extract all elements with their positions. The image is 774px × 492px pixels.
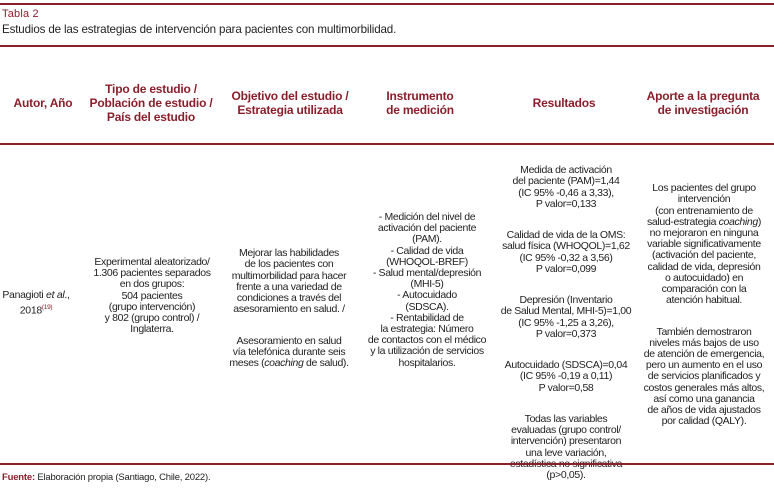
top-accent-rule [0, 3, 774, 5]
author-etal: et al [46, 289, 65, 301]
result-item: Autocuidado (SDSCA)=0,04 (IC 95% -0,19 a 0,11) P valor=0,58 [504, 359, 628, 394]
column-header-objective: Objetivo del estudio / Estrategia utilizada [231, 89, 349, 117]
author-year: ., 2018 [19, 289, 70, 316]
result-item: Depresión (Inventario de Salud Mental, MHI-5)=1,00 (IC 95% -1,25 a 3,26), P valor=0,373 [500, 294, 632, 340]
table-bottom-rule [0, 463, 774, 465]
table-footer [2, 472, 210, 483]
header-bottom-rule [0, 143, 774, 145]
author-cell [0, 290, 72, 317]
reference-number: (19) [41, 303, 53, 311]
study-type-cell: Experimental aleatorizado/ 1.306 pacientes separados en dos grupos: 504 pacientes (grupo intervención) y 802 (grupo control) / Inglaterra. [93, 256, 211, 336]
results-cell [498, 154, 634, 492]
contribution-secondary: También demostraron niveles más bajos de uso de atención de emergencia, pero un aumento en el uso de servicios planificados y costos generales más altos, así como una ganancia de años de vida ajustados por calidad (QALY). [643, 325, 765, 428]
column-header-instrument: Instrumento de medición [386, 89, 454, 117]
footer-label: Fuente: [2, 472, 35, 483]
objective-goal: Mejorar las habilidades de los pacientes con multimorbilidad para hacer frente a una variedad de condiciones a través del asesoramiento en salud. / [231, 247, 347, 316]
footer-source: Elaboración propia (Santiago, Chile, 2022). [34, 472, 211, 483]
contribution-main: Los pacientes del grupo intervención (con entrenamiento de salud-estrategia coaching) no mejoraron en ninguna variable significativamente (activación del paciente, calidad de vida, depresión o autocuidado) en comparación con la atención habitual. [646, 182, 762, 307]
column-header-results: Resultados [532, 96, 596, 110]
instrument-cell: - Medición del nivel de activación del paciente (PAM). - Calidad de vida (WHOQOL-BREF) - Salud mental/depresión (MHI-5) - Autocuidado (SDSCA). - Rentabilidad de la estrategia: Número de contactos con el médico y la utilización de servicios hospitalarios. [367, 211, 487, 369]
result-item: Calidad de vida de la OMS: salud física (WHOQOL)=1,62 (IC 95% -0,32 a 3,56) P valor=0,099 [502, 229, 630, 275]
result-item: Medida de activación del paciente (PAM)=1,44 (IC 95% -0,46 a 3,33), P valor=0,133 [512, 164, 620, 210]
result-item: Todas las variables evaluadas (grupo control/ intervención) presentaron una leve variación, (p>0,05). [510, 413, 622, 482]
objective-strategy: Asesoramiento en salud vía telefónica durante seis meses (coaching de salud). [229, 334, 349, 370]
author-name: Panagioti [2, 289, 47, 301]
table-label: Tabla 2 [2, 8, 39, 20]
header-top-rule [0, 45, 774, 47]
column-header-study-type: Tipo de estudio / Población de estudio / País del estudio [89, 82, 213, 124]
contribution-cell [634, 172, 774, 439]
table-title: Estudios de las estrategias de intervención para pacientes con multimorbilidad. [2, 23, 397, 36]
column-header-contribution: Aporte a la pregunta de investigación [646, 89, 760, 117]
column-header-author: Autor, Año [13, 96, 73, 110]
objective-cell [222, 237, 356, 380]
